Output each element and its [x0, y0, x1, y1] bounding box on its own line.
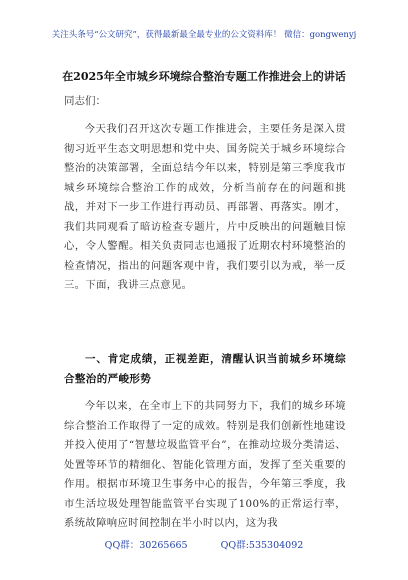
paragraph-intro: 今天我们召开这次专题工作推进会，主要任务是深入贯彻习近平生态文明思想和党中央、国务院关于城乡环境综合整治的决策部署，全面总结今年以来，特别是第三季度我市城乡环境综合整治工作的成效，分析当前存在的问题和挑战，并对下一步工作进行再动员、再部署、再落实。刚才，我们共同观看了暗访检查专题片，片中反映出的问题触目惊心，令人警醒。相关负责同志也通报了近期农村环境整治的检查情况，指出的问题客观中肯，我们要引以为戒，举一反三。下面，我讲三点意见。 — [64, 123, 346, 291]
salutation: 同志们： — [64, 95, 106, 107]
document-title: 在2025年全市城乡环境综合整治专题工作推进会上的讲话 — [62, 70, 346, 83]
footer-qq-group-1: QQ群：30265665 — [104, 540, 188, 551]
paragraph-achievements: 今年以来，在全市上下的共同努力下，我们的城乡环境综合整治工作取得了一定的成效。特别是我们创新性地建设并投入使用了“智慧垃圾监管平台”，在推动垃圾分类清运、处置等环节的精细化、智能化管理方面，发挥了至关重要的作用。根据市环境卫生事务中心的报告，今年第三季度，我市生活垃圾处理智能监管平台实现了100%的正常运行率，系统故障响应时间控制在半小时以内，这为我 — [64, 400, 346, 529]
header-banner: 关注头条号“公文研究”，获得最新最全最专业的公文资料库！ 微信：gongwenyj — [51, 30, 357, 40]
footer — [0, 537, 408, 551]
footer-qq-group-2: QQ群:535304092 — [220, 540, 304, 551]
section-heading-1: 一、肯定成绩，正视差距，清醒认识当前城乡环境综合整治的严峻形势 — [64, 353, 346, 385]
